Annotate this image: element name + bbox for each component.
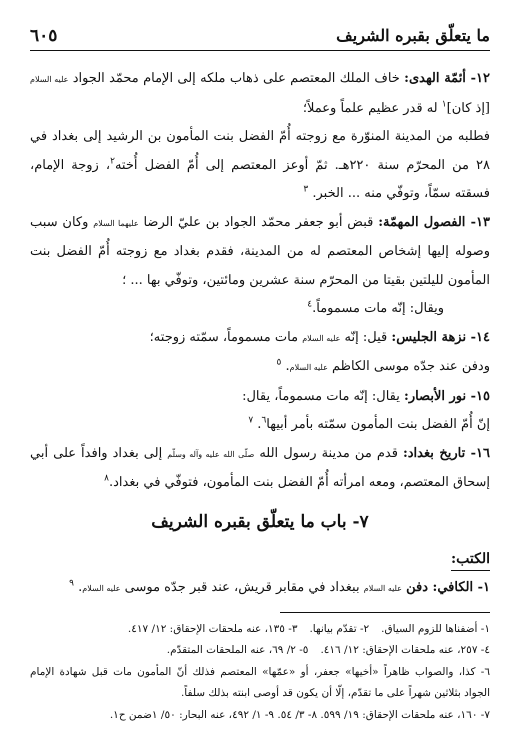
paragraph-talab (30, 123, 490, 209)
footnote-ref-9[interactable]: ٩ (69, 578, 74, 589)
inna-line (30, 411, 490, 440)
entry-kafi (30, 575, 490, 602)
entry-13-text-1: قبض أبو جعفر محمّد الجواد بن عليّ الرضا (143, 214, 374, 230)
entry-16-label: ١٦- تاريخ بغداد: (402, 445, 490, 461)
kafi-text-1: ١- الكافي: دفن (406, 579, 490, 595)
entry-16-text-1: قدم من مدينة رسول الله (259, 445, 398, 461)
footnote-ref-6[interactable]: ٦ (261, 415, 267, 426)
entry-12-text-2: [إذ كان] (446, 100, 490, 116)
entry-14-text-2: مات مسموماً، سمّته زوجته؛ (149, 329, 299, 345)
footnote-2: ٢- تقدّم بيانها. (309, 622, 370, 635)
inna-sep: . (257, 417, 262, 432)
honorific: عليه السلام (302, 333, 341, 343)
footnote-6: ٦- كذا، والصواب ظاهراً «أخيها» جعفر، أو «عمّها» المعتصم فذلك أنّ المأمون مات قبل شهادة الإمام الجواد بثلاثين شهراً على ما تقدّم، إلّا أن يكون قد أوصى ابنته بذلك سلفاً. (30, 665, 490, 699)
kafi-text-2: ببغداد في مقابر قريش، عند قبر جدّه موسى (124, 579, 360, 595)
yuqal-text: ويقال: إنّه مات مسموماً. (312, 301, 444, 316)
page-header (30, 26, 490, 51)
section-heading-books: الكتب: (451, 548, 490, 571)
honorific: عليهما السلام (93, 218, 139, 228)
kafi-text-3: . (78, 579, 83, 595)
footnote-ref-5[interactable]: ٥ (276, 357, 282, 368)
honorific: عليه السلام (363, 583, 402, 593)
honorific: عليه السلام (30, 75, 69, 84)
entry-15 (30, 383, 490, 412)
entry-12 (30, 65, 490, 123)
running-title: ما يتعلّق بقبره الشريف (336, 26, 490, 45)
entry-15-label: ١٥- نور الأبصار: (404, 388, 490, 404)
footnote-row-2 (30, 640, 490, 662)
entry-12-text-3: له قدر عظيم علماً وعملاً؛ (302, 100, 438, 116)
entry-16 (30, 440, 490, 498)
footnote-ref-2[interactable]: ٢ (110, 156, 115, 167)
dufin-text-1: ودفن عند جدّه موسى الكاظم (332, 359, 490, 374)
entry-14 (30, 324, 490, 354)
entry-16-text-2: إلى بغداد وافداً على أبي إسحاق المعتصم، ومعه امرأته أُمّ الفضل بنت المأمون، فتوفّي في بغداد. (30, 445, 490, 490)
yuqal-line (30, 295, 490, 324)
honorific: عليه السلام (82, 583, 121, 593)
honorific: صلّى الله عليه وآله وسلّم (167, 449, 255, 459)
entry-14-label: ١٤- نزهة الجليس: (391, 329, 490, 345)
page-number: ٦٠٥ (30, 26, 58, 46)
entry-13-label: ١٣- الفصول المهمّة: (378, 214, 490, 230)
entry-13-text-2: وكان سبب وصوله إليها إشخاص المعتصم له من المدينة، فقدم بغداد مع زوجته أُمّ الفضل بنت المأمون لليلتين بقيتا من المحرّم سنة عشرين ومائتين، وتوفّي بها ... ؛ (30, 214, 490, 288)
honorific: عليه السلام (289, 363, 328, 372)
dufin-text-2: . (285, 359, 290, 374)
entry-12-text-1: خاف الملك المعتصم على ذهاب ملكه إلى الإمام محمّد الجواد (72, 71, 400, 86)
entry-15-text: يقال: إنّه مات مسموماً، يقال: (242, 388, 400, 404)
entry-14-text-1: قيل: إنّه (344, 329, 388, 345)
dufin-line (30, 353, 490, 383)
paragraph-talab-text: فطلبه من المدينة المنوّرة مع زوجته أُمّ الفضل بنت المأمون بن الرشيد إلى بغداد في ٢٨ من المحرّم سنة ٢٢٠هـ. ثمّ أوعز المعتصم إلى أُمّ الفضل أُخته (30, 129, 490, 173)
footnote-row-1 (30, 619, 490, 641)
footnote-ref-7[interactable]: ٧ (248, 415, 254, 426)
footnote-3: ٣- ١٣٥، عنه ملحقات الإحقاق: ١٢/ ٤١٧. (127, 622, 298, 635)
footnote-4: ٤- ٢٥٧، عنه ملحقات الإحقاق: ١٢/ ٤١٦. (320, 644, 490, 656)
footnotes (30, 619, 490, 727)
footnote-5: ٥- ٢/ ٦٩، عنه الملحقات المتقدّم. (166, 644, 309, 656)
inna-text: إنّ أُمّ الفضل بنت المأمون سمّته بأمر أبيها (266, 417, 490, 432)
footnote-1: ١- أضفناها للزوم السياق. (381, 622, 490, 635)
footnote-7: ٧- ١٦٠، عنه ملحقات الإحقاق: ١٩/ ٥٩٩. ٨- ٣/ ٥٤. ٩- ١/ ٤٩٢، عنه البحار: ٥٠/ ١ضمن ح١. (109, 708, 490, 721)
entry-13 (30, 209, 490, 296)
footnote-ref-8[interactable]: ٨ (104, 473, 109, 484)
main-text (30, 65, 490, 602)
footnote-ref-4[interactable]: ٤ (307, 299, 313, 310)
chapter-title: ٧- باب ما يتعلّق بقبره الشريف (151, 511, 369, 532)
entry-12-label: ١٢- أئمّة الهدى: (404, 71, 490, 86)
footnote-ref-3[interactable]: ٣ (303, 184, 309, 195)
paragraph-talab-text-b: ، زوجة الإمام، فسقته سمّاً، وتوفّي منه ... الخبر. (30, 157, 490, 201)
footnote-separator (280, 612, 490, 613)
footnote-ref-1[interactable]: ١ (441, 99, 447, 110)
